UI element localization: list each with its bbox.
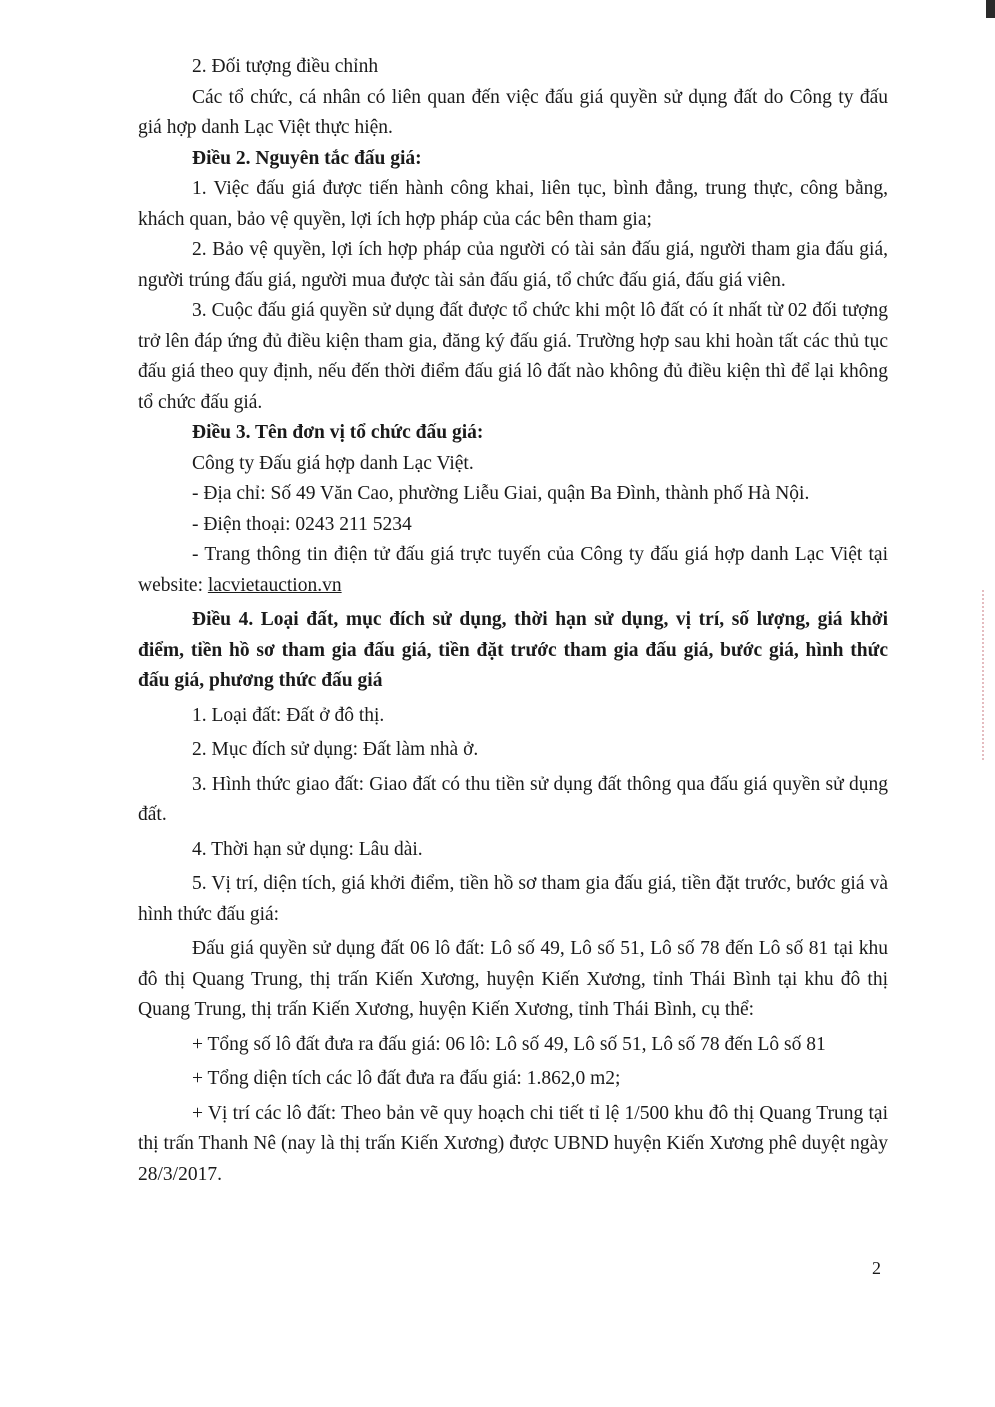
article-2-heading: Điều 2. Nguyên tắc đấu giá: [192,147,422,169]
company-name: Công ty Đấu giá hợp danh Lạc Việt. [192,452,474,474]
page-number: 2 [872,1258,881,1278]
company-website-link[interactable]: lacvietauction.vn [207,574,342,596]
document-body [138,52,888,1190]
total-lots-item: + Tổng số lô đất đưa ra đấu giá: 06 lô: Lô số 49, Lô số 51, Lô số 78 đến Lô số 81 [192,1033,826,1055]
company-phone: - Điện thoại: 0243 211 5234 [192,513,412,535]
company-website-text: - Trang thông tin điện tử đấu giá trực tuyến của Công ty đấu giá hợp danh Lạc Việt tại website: [138,544,888,596]
auction-lots-description: Đấu giá quyền sử dụng đất 06 lô đất: Lô số 49, Lô số 51, Lô số 78 đến Lô số 81 tại khu đô thị Quang Trung, thị trấn Kiến Xương, huyện Kiến Xương, tỉnh Thái Bình tại khu đô thị Quang Trung, thị trấn Kiến Xương, huyện Kiến Xương, tỉnh Thái Bình, cụ thể: [138,938,888,1020]
article-4-item-1: 1. Loại đất: Đất ở đô thị. [192,704,385,726]
article-4-item-3: 3. Hình thức giao đất: Giao đất có thu tiền sử dụng đất thông qua đấu giá quyền sử dụng đất. [138,773,888,825]
article-2-item-2: 2. Bảo vệ quyền, lợi ích hợp pháp của người có tài sản đấu giá, người tham gia đấu giá, người trúng đấu giá, người mua được tài sản đấu giá, tổ chức đấu giá, đấu giá viên. [138,239,888,291]
article-3-heading: Điều 3. Tên đơn vị tổ chức đấu giá: [192,422,484,443]
article-2-item-1: 1. Việc đấu giá được tiến hành công khai, liên tục, bình đẳng, trung thực, công bằng, khách quan, bảo vệ quyền, lợi ích hợp pháp của các bên tham gia; [138,178,888,230]
article-2-item-3: 3. Cuộc đấu giá quyền sử dụng đất được tổ chức khi một lô đất có ít nhất từ 02 đối tượng trở lên đáp ứng đủ điều kiện tham gia, đăng ký đấu giá. Trường hợp sau khi hoàn tất các thủ tục đấu giá theo quy định, nếu đến thời điểm đấu giá lô đất nào không đủ điều kiện thì để lại không tổ chức đấu giá. [138,300,888,413]
article-4-item-4: 4. Thời hạn sử dụng: Lâu dài. [192,838,423,860]
article-4-heading: Điều 4. Loại đất, mục đích sử dụng, thời hạn sử dụng, vị trí, số lượng, giá khởi điểm, tiền hồ sơ tham gia đấu giá, tiền đặt trước tham gia đấu giá, bước giá, hình thức đấu giá, phương thức đấu giá [138,609,888,691]
section-subject-heading: 2. Đối tượng điều chỉnh [192,56,379,77]
article-4-item-2: 2. Mục đích sử dụng: Đất làm nhà ở. [192,739,479,760]
company-website-paragraph [138,540,888,601]
article-4-item-5: 5. Vị trí, diện tích, giá khởi điểm, tiền hồ sơ tham gia đấu giá, tiền đặt trước, bước giá và hình thức đấu giá: [138,873,888,925]
total-area-item: + Tổng diện tích các lô đất đưa ra đấu giá: 1.862,0 m2; [192,1068,621,1089]
company-address: - Địa chỉ: Số 49 Văn Cao, phường Liễu Giai, quận Ba Đình, thành phố Hà Nội. [192,483,810,504]
subject-paragraph: Các tổ chức, cá nhân có liên quan đến việc đấu giá quyền sử dụng đất do Công ty đấu giá hợp danh Lạc Việt thực hiện. [138,86,888,138]
lot-location-item: + Vị trí các lô đất: Theo bản vẽ quy hoạch chi tiết tỉ lệ 1/500 khu đô thị Quang Trung tại thị trấn Thanh Nê (nay là thị trấn Kiến Xương) được UBND huyện Kiến Xương phê duyệt ngày 28/3/2017. [138,1102,888,1185]
scan-edge-mark [986,0,995,18]
margin-stamp-mark [982,590,992,760]
